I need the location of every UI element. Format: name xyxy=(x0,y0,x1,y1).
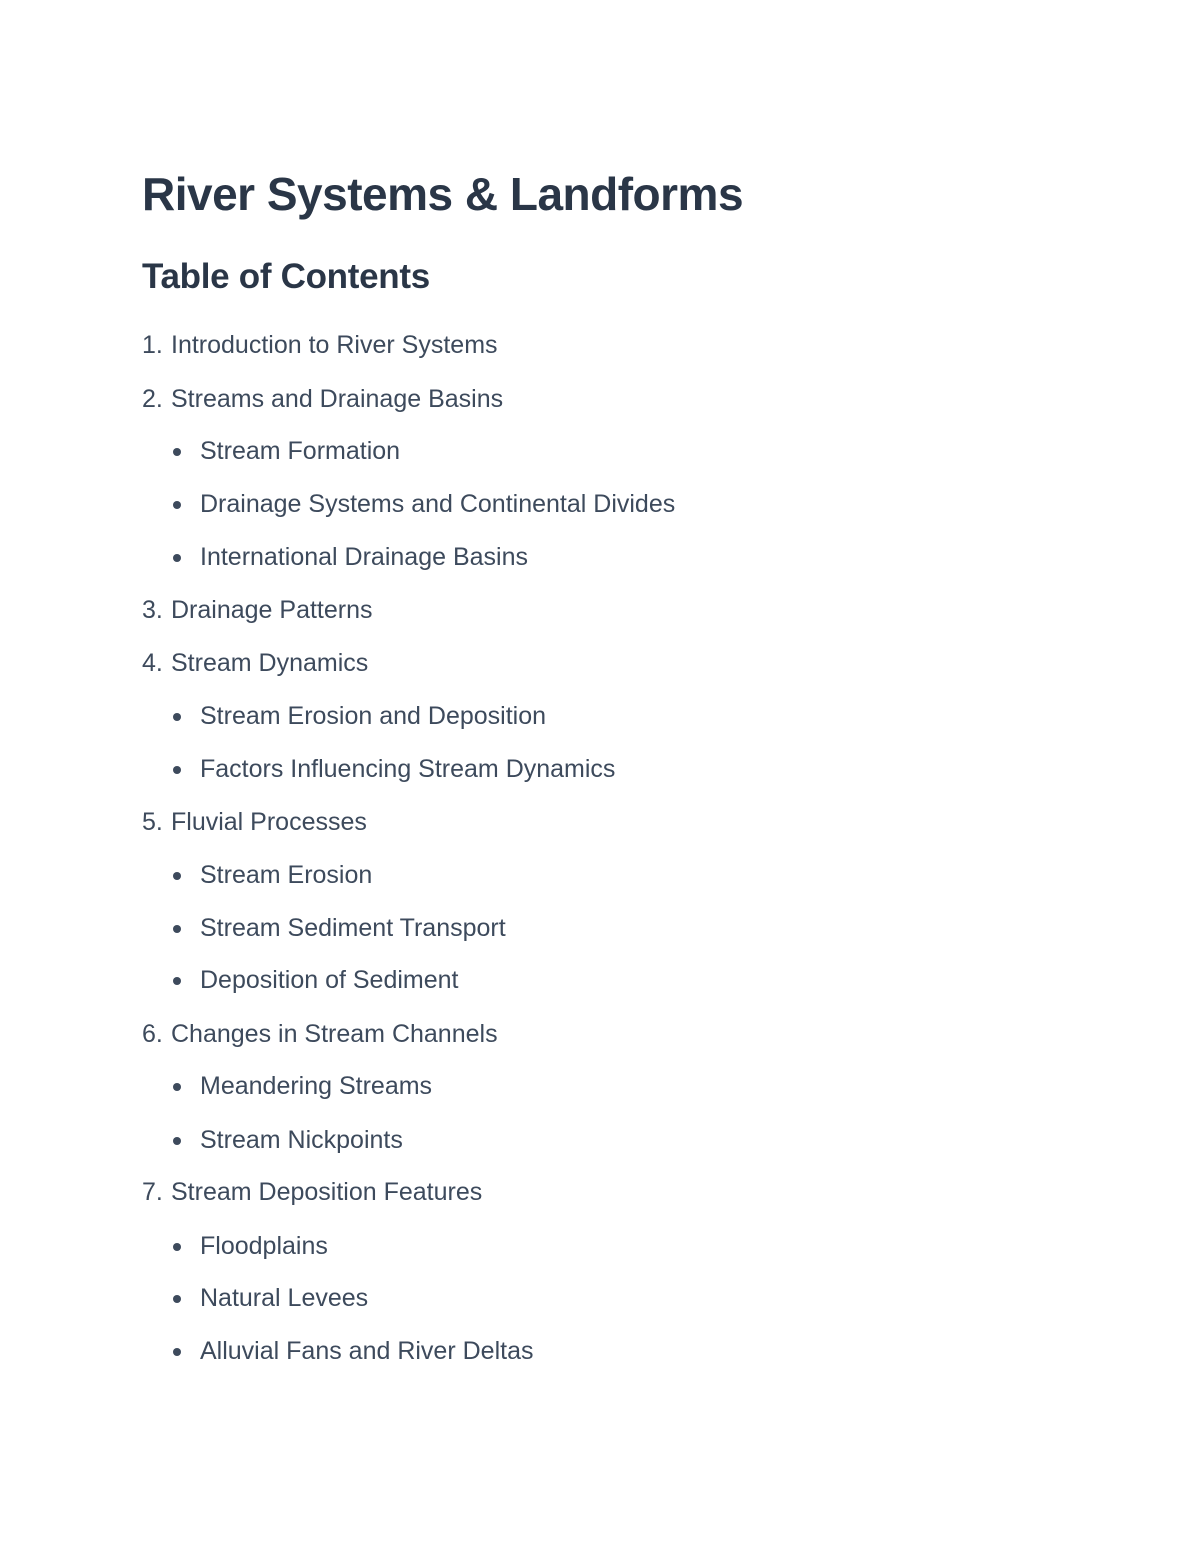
toc-subitem[interactable] xyxy=(200,539,528,575)
toc-subitem[interactable] xyxy=(200,962,458,998)
toc-item-label: Stream Deposition Features xyxy=(171,1178,483,1206)
toc-subitem-label: Stream Sediment Transport xyxy=(200,914,506,942)
toc-subitem-label: International Drainage Basins xyxy=(200,543,528,571)
toc-subitem-label: Alluvial Fans and River Deltas xyxy=(200,1337,534,1365)
toc-subitem-label: Stream Formation xyxy=(200,437,401,465)
toc-item-2[interactable] xyxy=(142,381,503,417)
toc-subitem-label: Meandering Streams xyxy=(200,1072,433,1100)
toc-item-number: 1. xyxy=(142,331,163,359)
toc-subitem[interactable] xyxy=(200,1333,533,1369)
bullet-icon xyxy=(173,1348,181,1356)
toc-item-6[interactable] xyxy=(142,1016,498,1052)
toc-item-label: Introduction to River Systems xyxy=(171,331,498,359)
toc-subitem-label: Drainage Systems and Continental Divides xyxy=(200,490,676,518)
toc-subitem[interactable] xyxy=(200,1068,432,1104)
toc-subitem[interactable] xyxy=(200,1228,328,1264)
toc-subitem[interactable] xyxy=(200,910,506,946)
toc-item-label: Changes in Stream Channels xyxy=(171,1020,498,1048)
bullet-icon xyxy=(173,1137,181,1145)
toc-subitem-label: Stream Erosion and Deposition xyxy=(200,702,547,730)
toc-item-1[interactable] xyxy=(142,327,498,363)
toc-subitem[interactable] xyxy=(200,1122,403,1158)
bullet-icon xyxy=(173,501,181,509)
toc-subitem[interactable] xyxy=(200,433,400,469)
toc-item-label: Stream Dynamics xyxy=(171,649,369,677)
toc-subitem-label: Stream Nickpoints xyxy=(200,1126,403,1154)
bullet-icon xyxy=(173,872,181,880)
toc-item-label: Fluvial Processes xyxy=(171,808,367,836)
bullet-icon xyxy=(173,713,181,721)
bullet-icon xyxy=(173,977,181,985)
bullet-icon xyxy=(173,1243,181,1251)
bullet-icon xyxy=(173,1295,181,1303)
bullet-icon xyxy=(173,925,181,933)
toc-item-7[interactable] xyxy=(142,1174,482,1210)
toc-item-number: 4. xyxy=(142,649,163,677)
bullet-icon xyxy=(173,554,181,562)
toc-subitem[interactable] xyxy=(200,486,675,522)
toc-item-number: 3. xyxy=(142,596,163,624)
toc-subitem[interactable] xyxy=(200,857,372,893)
toc-item-number: 7. xyxy=(142,1178,163,1206)
toc-subitem[interactable] xyxy=(200,751,615,787)
toc-subitem-label: Factors Influencing Stream Dynamics xyxy=(200,755,616,783)
toc-item-4[interactable] xyxy=(142,645,368,681)
toc-item-number: 2. xyxy=(142,385,163,413)
document-title: River Systems & Landforms xyxy=(142,168,744,220)
toc-subitem-label: Deposition of Sediment xyxy=(200,966,459,994)
toc-subitem-label: Stream Erosion xyxy=(200,861,373,889)
toc-item-5[interactable] xyxy=(142,804,367,840)
bullet-icon xyxy=(173,448,181,456)
toc-subitem-label: Natural Levees xyxy=(200,1284,369,1312)
toc-subitem-label: Floodplains xyxy=(200,1232,328,1260)
toc-item-number: 6. xyxy=(142,1020,163,1048)
toc-item-3[interactable] xyxy=(142,592,373,628)
toc-subitem[interactable] xyxy=(200,1280,368,1316)
toc-heading: Table of Contents xyxy=(142,257,430,296)
toc-item-label: Drainage Patterns xyxy=(171,596,373,624)
toc-item-number: 5. xyxy=(142,808,163,836)
toc-subitem[interactable] xyxy=(200,698,546,734)
bullet-icon xyxy=(173,766,181,774)
toc-item-label: Streams and Drainage Basins xyxy=(171,385,504,413)
bullet-icon xyxy=(173,1083,181,1091)
